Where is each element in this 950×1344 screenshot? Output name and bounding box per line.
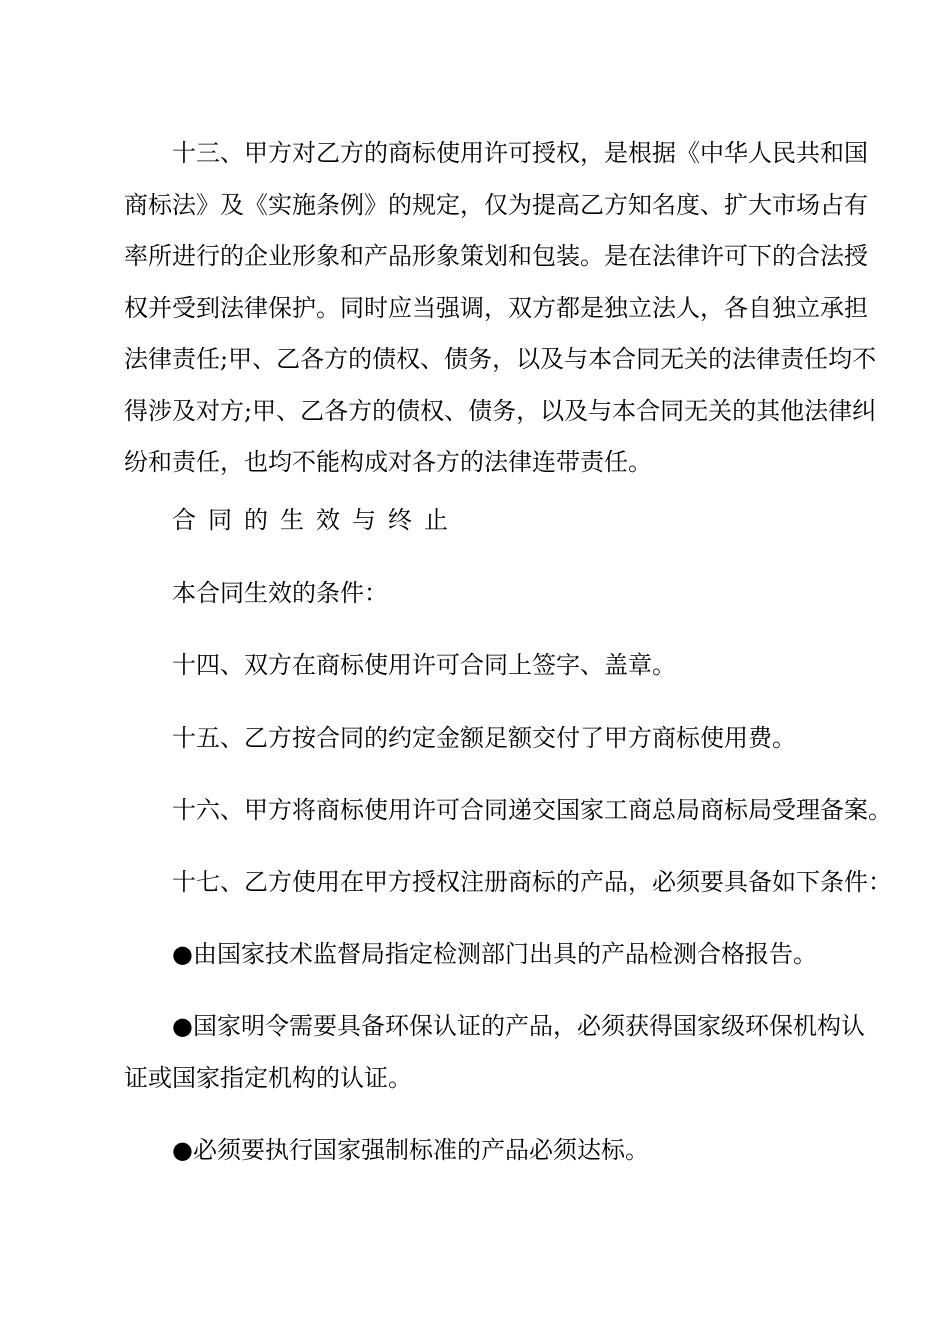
bullet-line: ●国家明令需要具备环保认证的产品，必须获得国家级环保机构认 bbox=[172, 1012, 865, 1040]
paragraph-line: 率所进行的企业形象和产品形象策划和包装。是在法律许可下的合法授 bbox=[124, 242, 868, 270]
conditions-intro-block bbox=[124, 568, 834, 620]
paragraph-line: 得涉及对方;甲、乙各方的债权、债务，以及与本合同无关的其他法律纠 bbox=[124, 396, 877, 425]
paragraph-line: 商标法》及《实施条例》的规定，仅为提高乙方知名度、扩大市场占有 bbox=[124, 190, 868, 219]
paragraph-line: 权并受到法律保护。同时应当强调，双方都是独立法人，各自独立承担 bbox=[124, 293, 868, 322]
paragraph-line: 十四、双方在商标使用许可合同上签字、盖章。 bbox=[172, 651, 676, 679]
section-heading: 合同的生效与终止 bbox=[172, 506, 460, 534]
paragraph-13 bbox=[124, 128, 877, 489]
bullet-line: ●必须要执行国家强制标准的产品必须达标。 bbox=[172, 1136, 649, 1164]
section-heading-block bbox=[124, 495, 834, 547]
paragraph-line: 十七、乙方使用在甲方授权注册商标的产品，必须要具备如下条件： bbox=[172, 868, 892, 896]
paragraph-line: 十五、乙方按合同的约定金额足额交付了甲方商标使用费。 bbox=[172, 724, 796, 752]
bullet-item-2 bbox=[124, 1001, 865, 1104]
paragraph-15 bbox=[124, 713, 834, 765]
paragraph-14 bbox=[124, 640, 834, 692]
paragraph-16 bbox=[124, 785, 892, 837]
conditions-intro: 本合同生效的条件： bbox=[172, 579, 388, 607]
bullet-line: 证或国家指定机构的认证。 bbox=[124, 1063, 412, 1092]
bullet-line: ●由国家技术监督局指定检测部门出具的产品检测合格报告。 bbox=[172, 940, 817, 968]
bullet-item-1 bbox=[124, 929, 834, 981]
paragraph-line: 十三、甲方对乙方的商标使用许可授权，是根据《中华人民共和国 bbox=[172, 139, 868, 167]
paragraph-17 bbox=[124, 857, 892, 909]
paragraph-line: 法律责任;甲、乙各方的债权、债务，以及与本合同无关的法律责任均不 bbox=[124, 345, 877, 373]
bullet-item-3 bbox=[124, 1125, 834, 1177]
paragraph-line: 纷和责任，也均不能构成对各方的法律连带责任。 bbox=[124, 448, 652, 476]
paragraph-line: 十六、甲方将商标使用许可合同递交国家工商总局商标局受理备案。 bbox=[172, 796, 892, 824]
